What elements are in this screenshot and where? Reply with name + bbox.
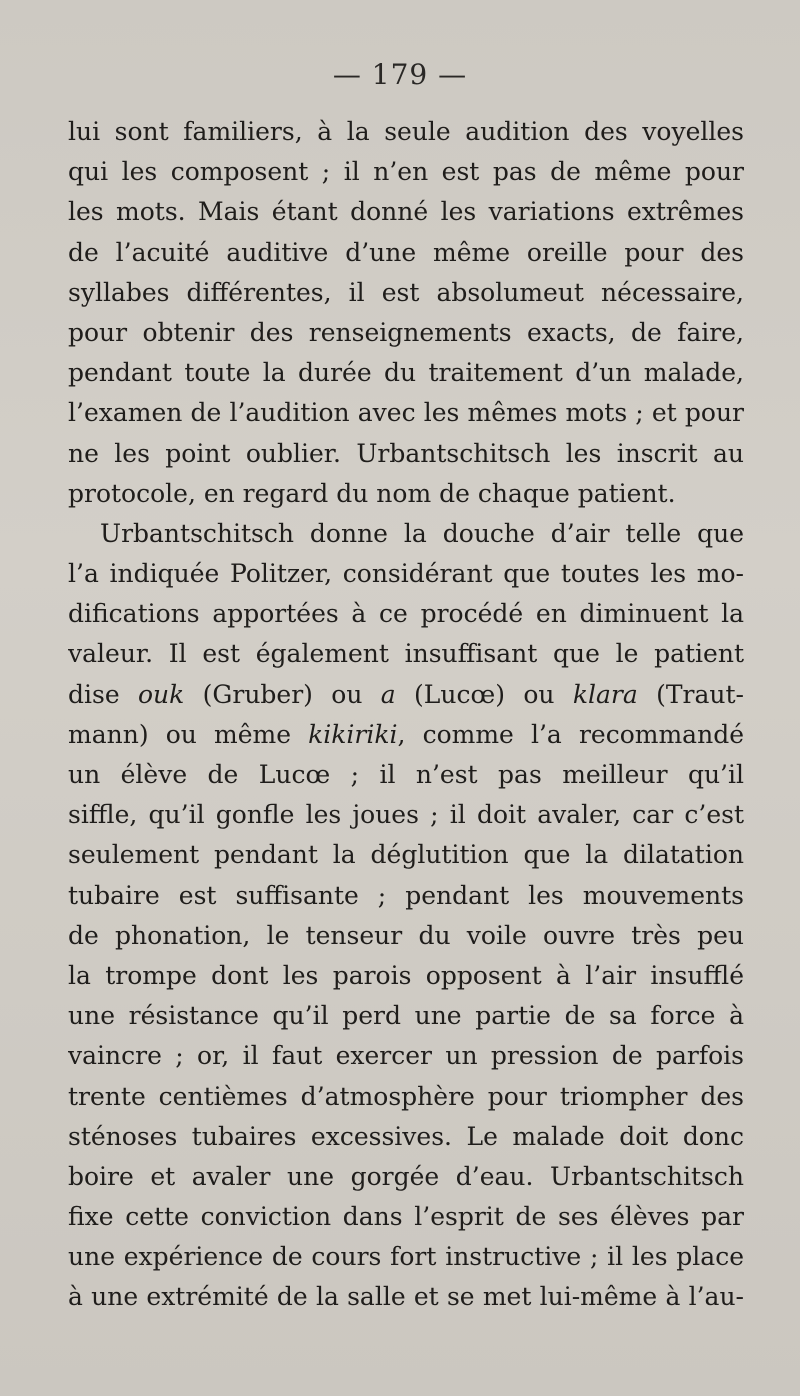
text-line: trente centièmes d’atmosphère pour triompher des [68, 1081, 744, 1111]
text-run: dise [68, 679, 138, 709]
text-run: (Gruber) ou [184, 679, 381, 709]
text-line-mixed [68, 715, 744, 755]
text-line: l’examen de l’audition avec les mêmes mots ; et pour [68, 398, 744, 428]
text-line: ne les point oublier. Urbantschitsch les inscrit au [68, 438, 744, 468]
text-run: (Lucœ) ou [395, 679, 573, 709]
text-line: protocole, en regard du nom de chaque patient. [68, 478, 676, 508]
text-line: fixe cette conviction dans l’esprit de ses élèves par [68, 1202, 744, 1232]
text-run: mann) ou même [68, 719, 309, 749]
text-line: qui les composent ; il n’en est pas de même pour [68, 157, 744, 187]
text-line: sténoses tubaires excessives. Le malade doit donc [68, 1121, 744, 1151]
text-line: Urbantschitsch donne la douche d’air telle que [100, 518, 744, 548]
text-run: (Traut- [637, 679, 744, 709]
text-line: de phonation, le tenseur du voile ouvre très peu [68, 920, 744, 950]
text-line: lui sont familiers, à la seule audition des voyelles [68, 117, 744, 146]
text-line: syllabes différentes, il est absolumeut nécessaire, [68, 277, 744, 307]
text-line: pendant toute la durée du traitement d’un malade, [68, 358, 744, 388]
italic-word: klara [572, 679, 638, 709]
text-line: de l’acuité auditive d’une même oreille pour des [68, 237, 744, 267]
text-line: la trompe dont les parois opposent à l’air insufflé [68, 960, 744, 990]
page-number: — 179 — [332, 58, 468, 91]
text-line: un élève de Lucœ ; il n’est pas meilleur qu’il [68, 760, 744, 789]
text-line: pour obtenir des renseignements exacts, de faire, [68, 317, 744, 347]
text-line: une résistance qu’il perd une partie de sa force à [68, 1001, 744, 1031]
text-line: seulement pendant la déglutition que la dilatation [68, 840, 744, 870]
italic-word: ouk [137, 679, 185, 709]
text-line: à une extrémité de la salle et se met lui-même à l’au- [68, 1282, 744, 1312]
italic-word: kikiriki [308, 719, 398, 749]
text-line: difications apportées à ce procédé en diminuent la [68, 599, 744, 629]
body-text [68, 112, 744, 1318]
text-line: vaincre ; or, il faut exercer un pression de parfois [68, 1041, 744, 1071]
text-line: valeur. Il est également insuffisant que le patient [68, 639, 744, 669]
text-run: , comme l’a recommandé [397, 719, 744, 749]
text-line: siffle, qu’il gonfle les joues ; il doit avaler, car c’est [68, 800, 744, 830]
italic-word: a [380, 679, 396, 709]
text-line: l’a indiquée Politzer, considérant que toutes les mo- [68, 559, 744, 589]
text-line: une expérience de cours fort instructive ; il les place [68, 1242, 744, 1272]
text-line-mixed [68, 675, 744, 715]
text-line: les mots. Mais étant donné les variations extrêmes [68, 197, 744, 227]
text-line: tubaire est suffisante ; pendant les mouvements [68, 880, 744, 910]
text-line: boire et avaler une gorgée d’eau. Urbantschitsch [68, 1161, 744, 1191]
